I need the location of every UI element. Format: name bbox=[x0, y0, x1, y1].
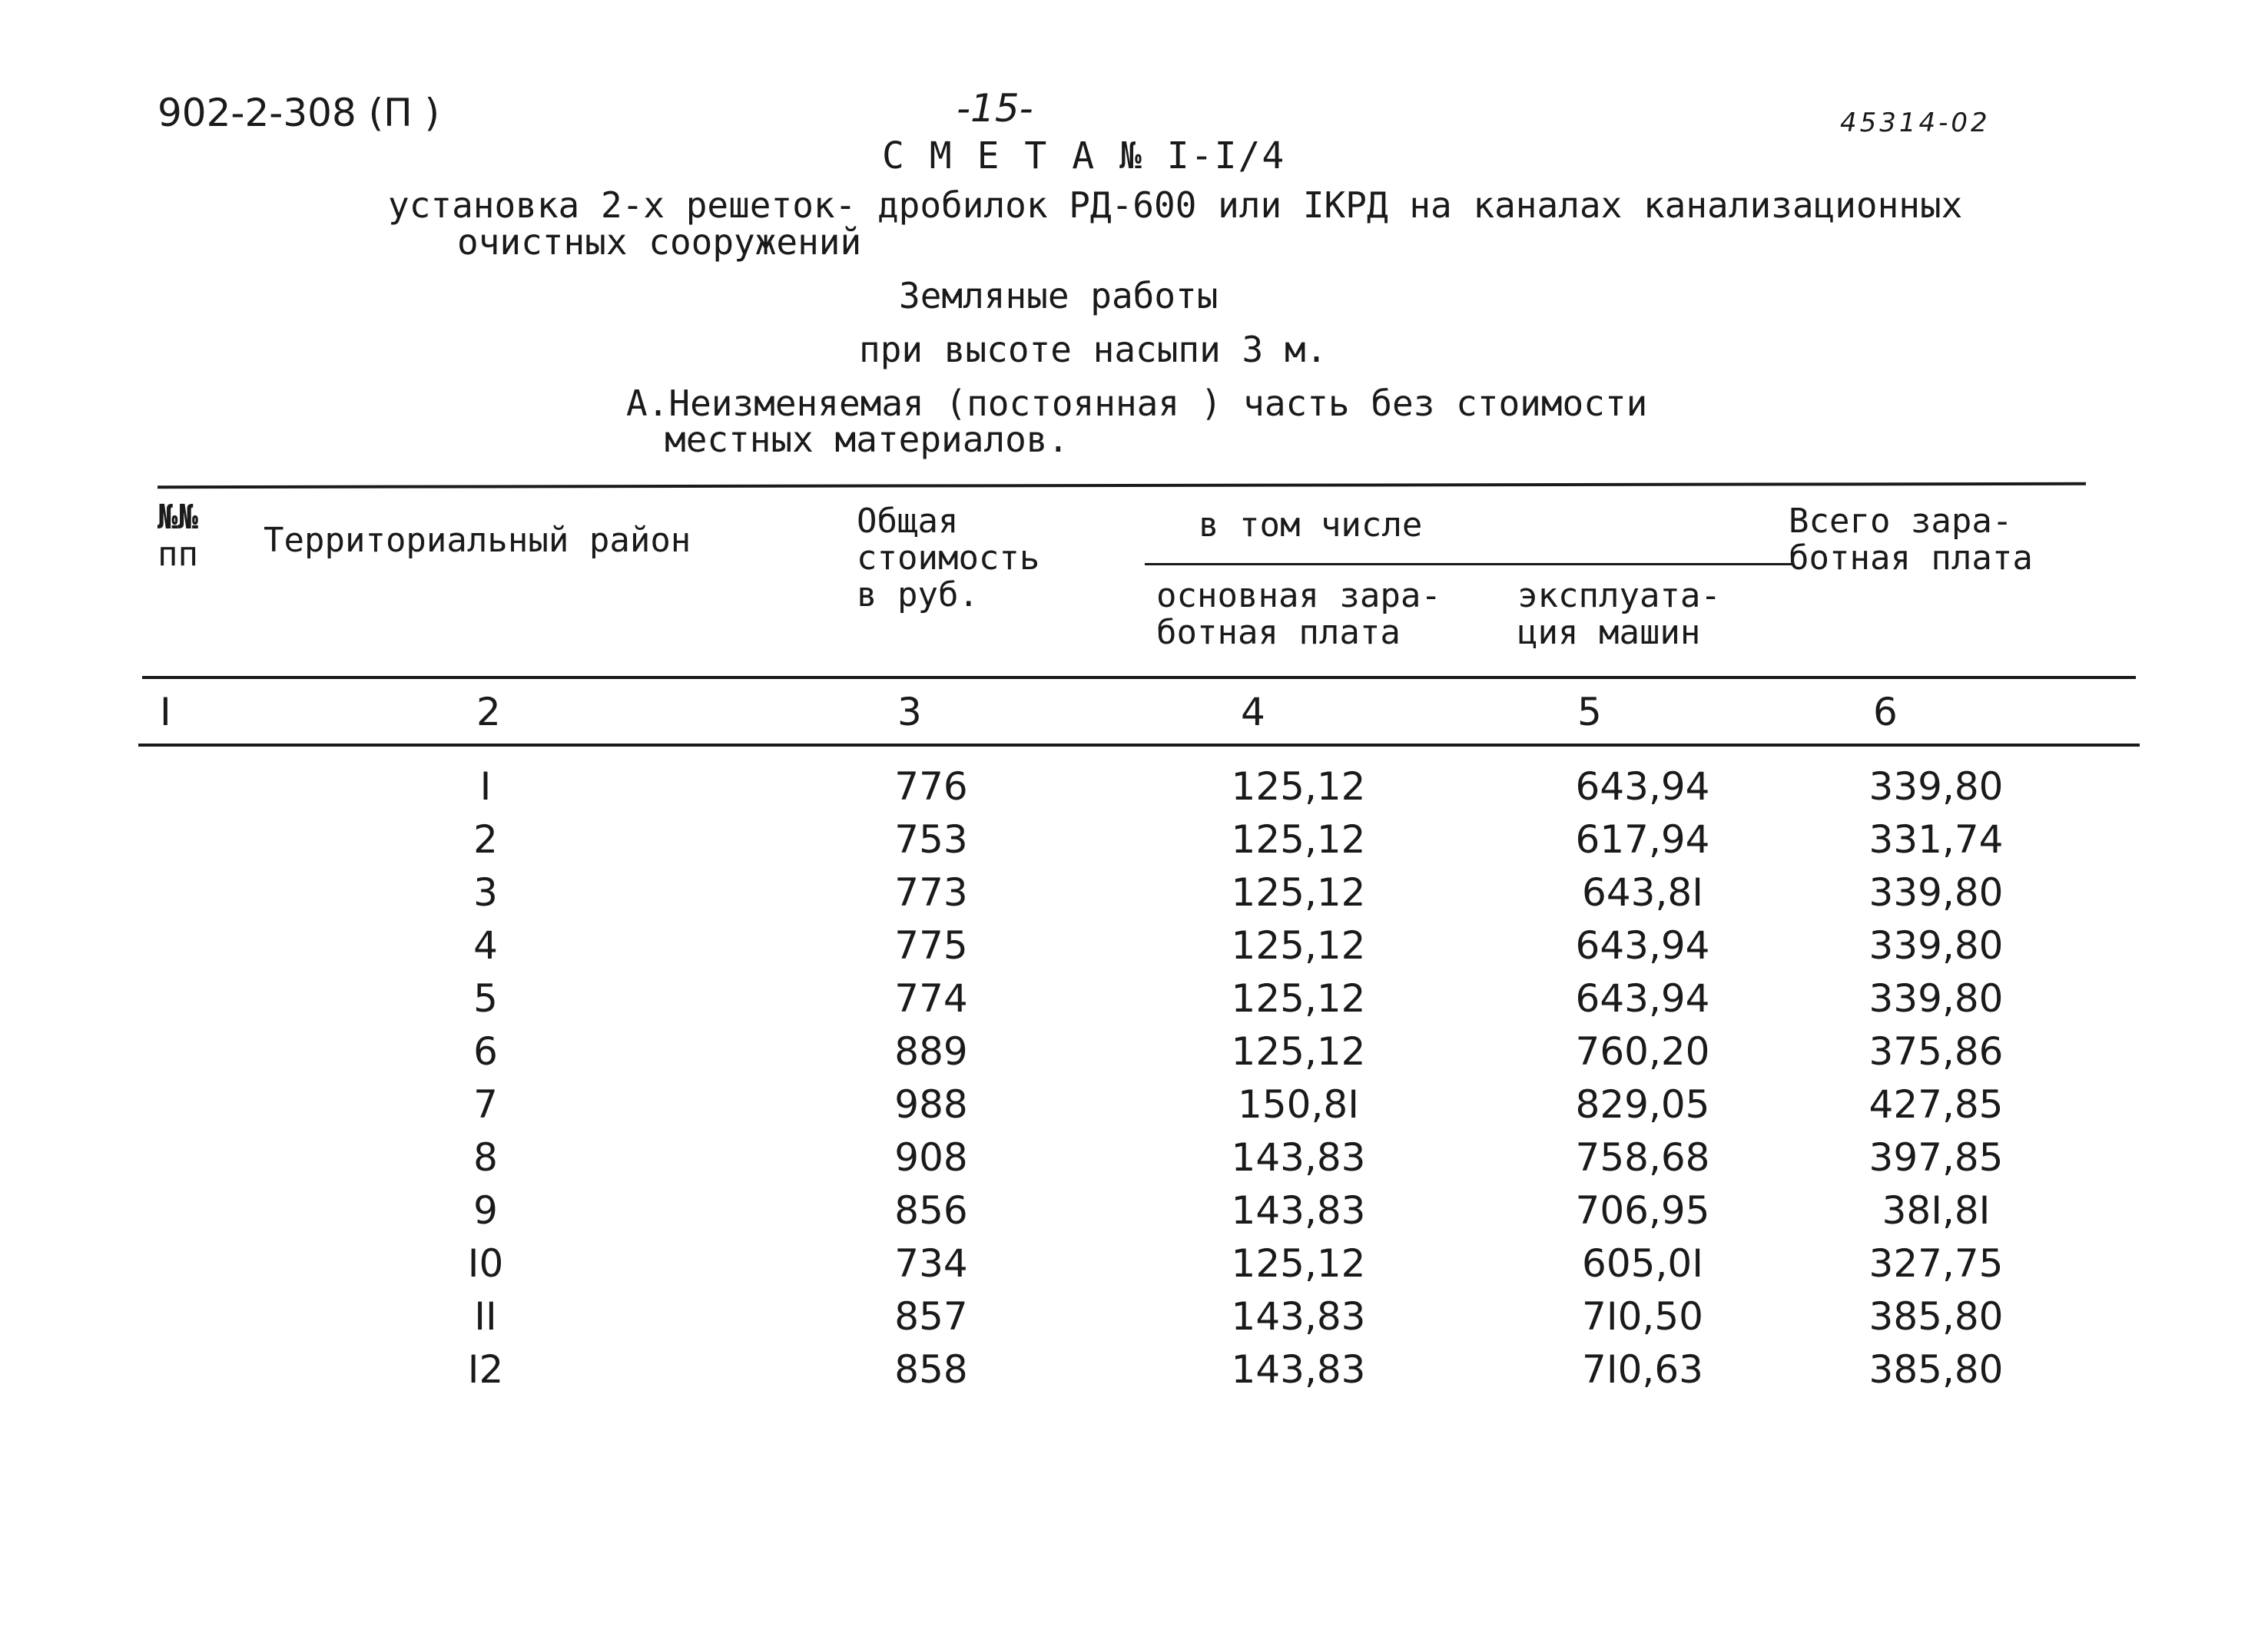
cell-region: 4 bbox=[473, 923, 498, 968]
cell-region: I bbox=[479, 764, 492, 809]
cell-total-cost: 774 bbox=[894, 976, 968, 1021]
condition-line: при высоте насыпи 3 м. bbox=[859, 329, 1328, 370]
cell-base-wage: 143,83 bbox=[1231, 1347, 1366, 1392]
cell-base-wage: 125,12 bbox=[1231, 1241, 1366, 1286]
cell-total-wage: 339,80 bbox=[1868, 764, 2004, 809]
header-num bbox=[158, 499, 198, 573]
cell-total-cost: 734 bbox=[894, 1241, 968, 1286]
cell-base-wage: 143,83 bbox=[1231, 1135, 1366, 1180]
cell-machine-operation: 829,05 bbox=[1575, 1082, 1710, 1127]
header-wage-line-1: основная зара- bbox=[1156, 576, 1441, 615]
header-num-line-2: пп bbox=[158, 535, 198, 574]
column-number-4: 4 bbox=[1241, 690, 1265, 734]
cell-machine-operation: 7I0,50 bbox=[1582, 1294, 1703, 1339]
cell-total-wage: 327,75 bbox=[1868, 1241, 2004, 1286]
header-total-line-2: стоимость bbox=[857, 538, 1040, 578]
cell-base-wage: 150,8I bbox=[1238, 1082, 1359, 1127]
cell-region: 8 bbox=[473, 1135, 498, 1180]
cell-region: 9 bbox=[473, 1188, 498, 1233]
cell-base-wage: 125,12 bbox=[1231, 976, 1366, 1021]
table-top-rule bbox=[158, 482, 2086, 489]
cell-region: 3 bbox=[473, 870, 498, 915]
subtitle-line-1: установка 2-х решеток- дробилок РД-600 или IКРД на каналах канализационных bbox=[388, 184, 1963, 226]
cell-total-wage: 427,85 bbox=[1868, 1082, 2004, 1127]
column-number-6: 6 bbox=[1873, 690, 1898, 734]
cell-base-wage: 125,12 bbox=[1231, 1029, 1366, 1074]
cell-total-wage: 385,80 bbox=[1868, 1294, 2004, 1339]
header-including: в том числе bbox=[1199, 505, 1423, 545]
cell-region: II bbox=[474, 1294, 497, 1339]
cell-total-cost: 889 bbox=[894, 1029, 968, 1074]
header-machines-line-1: эксплуата- bbox=[1517, 576, 1721, 615]
cell-total-wage: 339,80 bbox=[1868, 976, 2004, 1021]
header-total-line-1: Общая bbox=[857, 502, 959, 541]
column-numbers-bottom-rule bbox=[138, 744, 2140, 747]
cell-total-cost: 908 bbox=[894, 1135, 968, 1180]
section-title: Земляные работы bbox=[899, 275, 1219, 316]
cell-total-wage: 339,80 bbox=[1868, 870, 2004, 915]
cell-total-cost: 775 bbox=[894, 923, 968, 968]
cell-base-wage: 125,12 bbox=[1231, 870, 1366, 915]
cell-machine-operation: 643,8I bbox=[1582, 870, 1703, 915]
cell-machine-operation: 643,94 bbox=[1575, 764, 1710, 809]
cell-base-wage: 125,12 bbox=[1231, 923, 1366, 968]
column-number-3: 3 bbox=[897, 690, 922, 734]
header-total-line-3: в руб. bbox=[857, 575, 979, 614]
cell-machine-operation: 605,0I bbox=[1582, 1241, 1703, 1286]
header-total-wage-line-2: ботная плата bbox=[1789, 538, 2033, 578]
cell-total-cost: 773 bbox=[894, 870, 968, 915]
cell-total-cost: 776 bbox=[894, 764, 968, 809]
header-base-wage bbox=[1156, 578, 1441, 651]
cell-total-wage: 38I,8I bbox=[1882, 1188, 1991, 1233]
column-number-5: 5 bbox=[1577, 690, 1602, 734]
header-machines-line-2: ция машин bbox=[1517, 613, 1701, 652]
cell-region: 5 bbox=[473, 976, 498, 1021]
header-total-wage bbox=[1789, 503, 2033, 577]
header-bottom-rule bbox=[142, 676, 2136, 679]
cell-machine-operation: 760,20 bbox=[1575, 1029, 1710, 1074]
cell-total-wage: 375,86 bbox=[1868, 1029, 2004, 1074]
cell-total-wage: 339,80 bbox=[1868, 923, 2004, 968]
cell-region: 7 bbox=[473, 1082, 498, 1127]
part-title-line-2: местных материалов. bbox=[665, 419, 1069, 460]
cell-total-cost: 858 bbox=[894, 1347, 968, 1392]
cell-region: 2 bbox=[473, 817, 498, 862]
column-number-2: 2 bbox=[476, 690, 501, 734]
header-machine-operation bbox=[1517, 578, 1721, 651]
cell-base-wage: 125,12 bbox=[1231, 764, 1366, 809]
page-number: -15- bbox=[957, 86, 1033, 131]
cell-machine-operation: 643,94 bbox=[1575, 923, 1710, 968]
part-title-line-1: А.Неизменяемая (постоянная ) часть без стоимости bbox=[626, 383, 1648, 424]
header-region: Территориальный район bbox=[264, 521, 691, 560]
cell-machine-operation: 706,95 bbox=[1575, 1188, 1710, 1233]
cell-total-wage: 331,74 bbox=[1868, 817, 2004, 862]
cell-total-cost: 857 bbox=[894, 1294, 968, 1339]
cell-total-wage: 397,85 bbox=[1868, 1135, 2004, 1180]
header-num-line-1: №№ bbox=[158, 498, 198, 537]
cell-total-cost: 753 bbox=[894, 817, 968, 862]
archive-stamp: 45314-02 bbox=[1840, 108, 1991, 138]
cell-region: I2 bbox=[467, 1347, 504, 1392]
cell-base-wage: 143,83 bbox=[1231, 1294, 1366, 1339]
cell-machine-operation: 7I0,63 bbox=[1582, 1347, 1703, 1392]
cell-machine-operation: 617,94 bbox=[1575, 817, 1710, 862]
cell-base-wage: 125,12 bbox=[1231, 817, 1366, 862]
cell-total-cost: 988 bbox=[894, 1082, 968, 1127]
cell-total-cost: 856 bbox=[894, 1188, 968, 1233]
cell-region: 6 bbox=[473, 1029, 498, 1074]
cell-machine-operation: 643,94 bbox=[1575, 976, 1710, 1021]
subtitle-line-2: очистных сооружений bbox=[457, 221, 862, 263]
header-total-cost bbox=[857, 503, 1040, 614]
cell-region: I0 bbox=[467, 1241, 504, 1286]
including-rule bbox=[1145, 563, 1794, 565]
cell-machine-operation: 758,68 bbox=[1575, 1135, 1710, 1180]
column-number-1: I bbox=[160, 690, 171, 734]
cell-total-wage: 385,80 bbox=[1868, 1347, 2004, 1392]
document-code: 902-2-308 (П ) bbox=[158, 91, 440, 135]
header-wage-line-2: ботная плата bbox=[1156, 613, 1401, 652]
estimate-title: С М Е Т А № I-I/4 bbox=[882, 134, 1286, 177]
cell-base-wage: 143,83 bbox=[1231, 1188, 1366, 1233]
header-total-wage-line-1: Всего зара- bbox=[1789, 502, 2013, 541]
